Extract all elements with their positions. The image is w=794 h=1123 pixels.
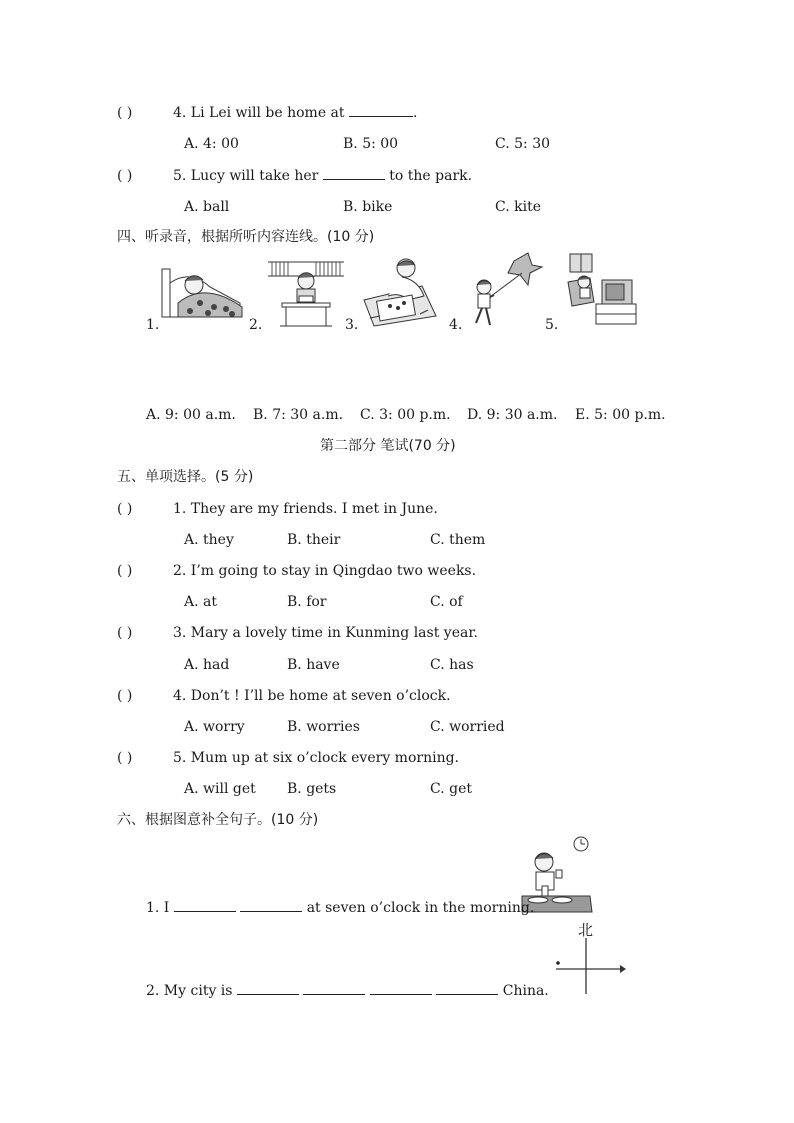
compass-diagram xyxy=(550,938,626,996)
answer-blank[interactable] xyxy=(240,899,302,912)
time-option: B. 7: 30 a.m. xyxy=(253,407,344,423)
answer-blank[interactable] xyxy=(323,167,385,180)
option-b: B. gets xyxy=(287,781,337,797)
time-option: D. 9: 30 a.m. xyxy=(467,407,558,423)
picture-number: 3. xyxy=(345,317,359,333)
option-a: A. ball xyxy=(184,199,230,215)
option-b: B. worries xyxy=(287,719,360,735)
section-title: 五、单项选择。(5 分) xyxy=(117,469,254,485)
option-c: C. worried xyxy=(430,719,505,735)
option-c: C. get xyxy=(430,781,472,797)
option-b: B. for xyxy=(287,594,327,610)
picture-number: 5. xyxy=(545,317,559,333)
question-text: 4. Don’t ! I’ll be home at seven o’clock. xyxy=(173,688,451,704)
option-a: A. 4: 00 xyxy=(184,136,239,152)
question-text: 4. Li Lei will be home at xyxy=(173,105,345,121)
question-text: 3. Mary a lovely time in Kunming last year. xyxy=(173,625,478,641)
option-c: C. them xyxy=(430,532,486,548)
option-c: C. 5: 30 xyxy=(495,136,551,152)
option-b: B. 5: 00 xyxy=(343,136,399,152)
answer-blank[interactable] xyxy=(303,982,365,995)
answer-blank[interactable] xyxy=(237,982,299,995)
boy-watching-tv-picture xyxy=(566,252,638,328)
option-a: A. they xyxy=(184,532,234,548)
picture-number: 1. xyxy=(146,317,160,333)
answer-bracket[interactable]: ( ) xyxy=(117,501,133,517)
sentence-1 xyxy=(146,899,534,917)
sentence-start: 1. I xyxy=(146,900,170,916)
answer-blank[interactable] xyxy=(349,104,413,117)
option-b: B. bike xyxy=(343,199,393,215)
answer-bracket[interactable]: ( ) xyxy=(117,750,133,766)
sentence-start: 2. My city is xyxy=(146,983,233,999)
time-option: E. 5: 00 p.m. xyxy=(575,407,666,423)
option-c: C. of xyxy=(430,594,463,610)
boy-drawing-picture xyxy=(362,256,438,328)
section-title: 四、听录音，根据所听内容连线。(10 分) xyxy=(117,229,375,245)
sentence-end: at seven o’clock in the morning. xyxy=(306,900,535,916)
option-a: A. at xyxy=(184,594,217,610)
sentence-end: China. xyxy=(502,983,549,999)
question-text: 1. They are my friends. I met in June. xyxy=(173,501,438,517)
option-c: C. has xyxy=(430,657,474,673)
picture-number: 4. xyxy=(449,317,463,333)
section-title: 六、根据图意补全句子。(10 分) xyxy=(117,812,319,828)
answer-bracket[interactable]: ( ) xyxy=(117,105,133,121)
question-end: to the park. xyxy=(389,168,473,184)
answer-bracket[interactable]: ( ) xyxy=(117,563,133,579)
option-b: B. their xyxy=(287,532,341,548)
part-title: 第二部分 笔试(70 分) xyxy=(320,438,456,454)
boy-flying-kite-picture xyxy=(468,251,544,331)
option-b: B. have xyxy=(287,657,340,673)
answer-blank[interactable] xyxy=(370,982,432,995)
time-option: A. 9: 00 a.m. xyxy=(146,407,236,423)
boy-reading-at-desk-picture xyxy=(266,256,346,328)
question-stem xyxy=(173,167,472,185)
answer-blank[interactable] xyxy=(174,899,236,912)
question-end: . xyxy=(413,105,418,121)
question-stem xyxy=(173,104,417,122)
sentence-2 xyxy=(146,982,549,1000)
boy-in-bed-picture xyxy=(160,263,244,319)
question-text: 5. Mum up at six o’clock every morning. xyxy=(173,750,459,766)
option-a: A. will get xyxy=(184,781,256,797)
answer-blank[interactable] xyxy=(436,982,498,995)
answer-bracket[interactable]: ( ) xyxy=(117,688,133,704)
option-a: A. worry xyxy=(184,719,245,735)
question-text: 2. I’m going to stay in Qingdao two weeks. xyxy=(173,563,477,579)
answer-bracket[interactable]: ( ) xyxy=(117,168,133,184)
question-text: 5. Lucy will take her xyxy=(173,168,319,184)
option-a: A. had xyxy=(184,657,230,673)
answer-bracket[interactable]: ( ) xyxy=(117,625,133,641)
compass-north-label: 北 xyxy=(578,921,594,939)
time-option: C. 3: 00 p.m. xyxy=(360,407,451,423)
picture-number: 2. xyxy=(249,317,263,333)
option-c: C. kite xyxy=(495,199,541,215)
